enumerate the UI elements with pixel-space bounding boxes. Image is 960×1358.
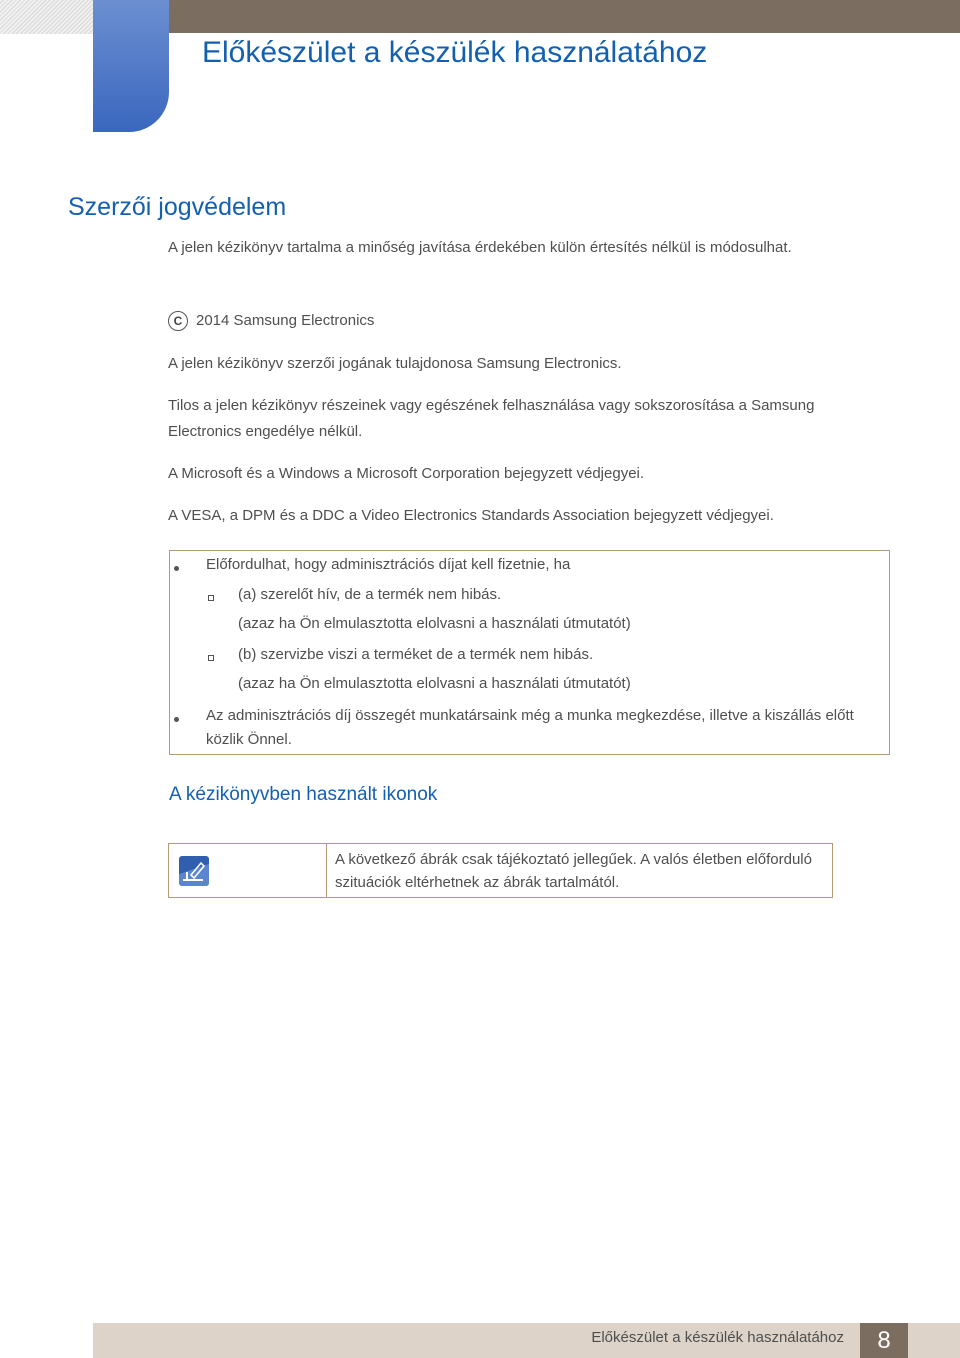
note-pencil-icon bbox=[179, 856, 209, 886]
sub-bullet-square bbox=[208, 655, 214, 661]
copyright-line bbox=[168, 308, 374, 334]
chapter-title: Előkészület a készülék használatához bbox=[202, 36, 708, 69]
chapter-tab bbox=[93, 0, 169, 132]
paragraph-content-change: A jelen kézikönyv tartalma a minőség javítása érdekében külön értesítés nélkül is módosulhat. bbox=[168, 239, 792, 256]
header-hatch-decoration bbox=[0, 0, 93, 34]
icons-section-title: A kézikönyvben használt ikonok bbox=[169, 784, 438, 805]
sub-bullet-square bbox=[208, 595, 214, 601]
header-bar bbox=[168, 0, 960, 33]
copyright-text: 2014 Samsung Electronics bbox=[196, 312, 375, 329]
note-description: A következő ábrák csak tájékoztató jellegűek. A valós életben előforduló szituációk eltérhetnek az ábrák tartalmától. bbox=[335, 851, 812, 891]
icon-legend-table bbox=[168, 843, 833, 898]
copyright-icon: C bbox=[168, 311, 188, 331]
notice-sub-b: (b) szervizbe viszi a terméket de a termék nem hibás. bbox=[238, 646, 594, 663]
notice-sub-b-note: (azaz ha Ön elmulasztotta elolvasni a használati útmutatót) bbox=[238, 675, 631, 692]
page-number: 8 bbox=[860, 1323, 908, 1358]
notice-sub-a-note: (azaz ha Ön elmulasztotta elolvasni a használati útmutatót) bbox=[238, 615, 631, 632]
icon-cell bbox=[169, 844, 327, 897]
bullet-dot bbox=[174, 566, 179, 571]
paragraph-microsoft-trademark: A Microsoft és a Windows a Microsoft Corporation bejegyzett védjegyei. bbox=[168, 465, 645, 482]
bullet-dot bbox=[174, 717, 179, 722]
notice-bullet-1: Előfordulhat, hogy adminisztrációs díjat kell fizetnie, ha bbox=[206, 556, 571, 573]
paragraph-vesa-trademark: A VESA, a DPM és a DDC a Video Electronics Standards Association bejegyzett védjegyei. bbox=[168, 507, 774, 524]
notice-sub-a: (a) szerelőt hív, de a termék nem hibás. bbox=[238, 586, 502, 603]
paragraph-copyright-owner: A jelen kézikönyv szerzői jogának tulajdonosa Samsung Electronics. bbox=[168, 355, 622, 372]
fee-notice-box bbox=[169, 550, 890, 755]
paragraph-prohibition: Tilos a jelen kézikönyv részeinek vagy egészének felhasználása vagy sokszorosítása a Samsung Electronics engedélye nélkül. bbox=[168, 397, 815, 440]
notice-bullet-2: Az adminisztrációs díj összegét munkatársaink még a munka megkezdése, illetve a kiszállás előtt közlik Önnel. bbox=[206, 707, 854, 748]
footer-chapter-title: Előkészület a készülék használatához bbox=[591, 1329, 844, 1346]
section-title: Szerzői jogvédelem bbox=[68, 193, 287, 221]
